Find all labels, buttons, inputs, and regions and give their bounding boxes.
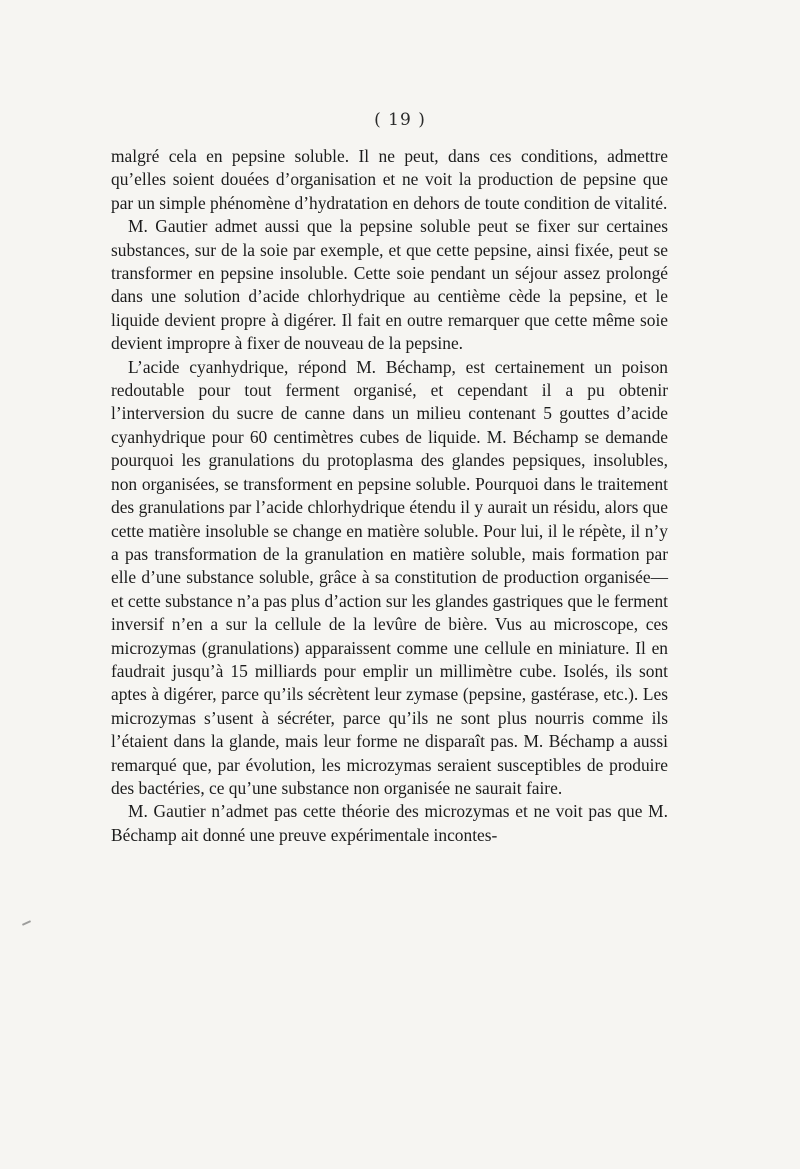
page-number: ( 19 ) [374,110,426,130]
paragraph-1: malgré cela en pepsine soluble. Il ne peut, dans ces conditions, admettre qu’elles soient douées d’organisation et ne voit la production de pepsine que par un simple phénomène d’hydratation en dehors de toute condition de vitalité. [111,146,668,213]
body-text [111,145,668,847]
paragraph-4: M. Gautier n’admet pas cette théorie des microzymas et ne voit pas que M. Béchamp ait donné une preuve expérimentale incontes- [111,801,668,845]
paragraph-2: M. Gautier admet aussi que la pepsine soluble peut se fixer sur certaines substances, sur de la soie par exemple, et que cette pepsine, ainsi fixée, peut se transformer en pepsine insoluble. Cette soie pendant un séjour assez prolongé dans une solution d’acide chlorhydrique au centième cède la pepsine, et le liquide devient propre à digérer. Il fait en outre remarquer que cette même soie devient impropre à fixer de nouveau de la pepsine. [111,216,668,354]
margin-mark [22,920,31,926]
paragraph-3: L’acide cyanhydrique, répond M. Béchamp, est certainement un poison redoutable pour tout ferment organisé, et cependant il a pu obtenir l’interversion du sucre de canne dans un milieu contenant 5 gouttes d’acide cyanhydrique pour 60 centimètres cubes de liquide. M. Béchamp se demande pourquoi les granulations du protoplasma des glandes pepsiques, insolubles, non organisées, se transforment en pepsine soluble. Pourquoi dans le traitement des granulations par l’acide chlorhydrique étendu il y aurait un résidu, alors que cette matière insoluble se change en matière soluble. Pour lui, il le répète, il n’y a pas transformation de la granulation en matière soluble, mais formation par elle d’une substance soluble, grâce à sa constitution de production organisée— et cette substance n’a pas plus d’action sur les glandes gastriques que le ferment inversif n’en a sur la cellule de la levûre de bière. Vus au microscope, ces microzymas (granulations) apparaissent comme une cellule en miniature. Il en faudrait jusqu’à 15 milliards pour emplir un millimètre cube. Isolés, ils sont aptes à digérer, parce qu’ils sécrètent leur zymase (pepsine, gastérase, etc.). Les microzymas s’usent à sécréter, parce qu’ils ne sont plus nourris comme ils l’étaient dans la glande, mais leur forme ne disparaît pas. M. Béchamp a aussi remarqué que, par évolution, les microzymas seraient susceptibles de produire des bactéries, ce qu’une substance non organisée ne saurait faire. [111,356,668,798]
